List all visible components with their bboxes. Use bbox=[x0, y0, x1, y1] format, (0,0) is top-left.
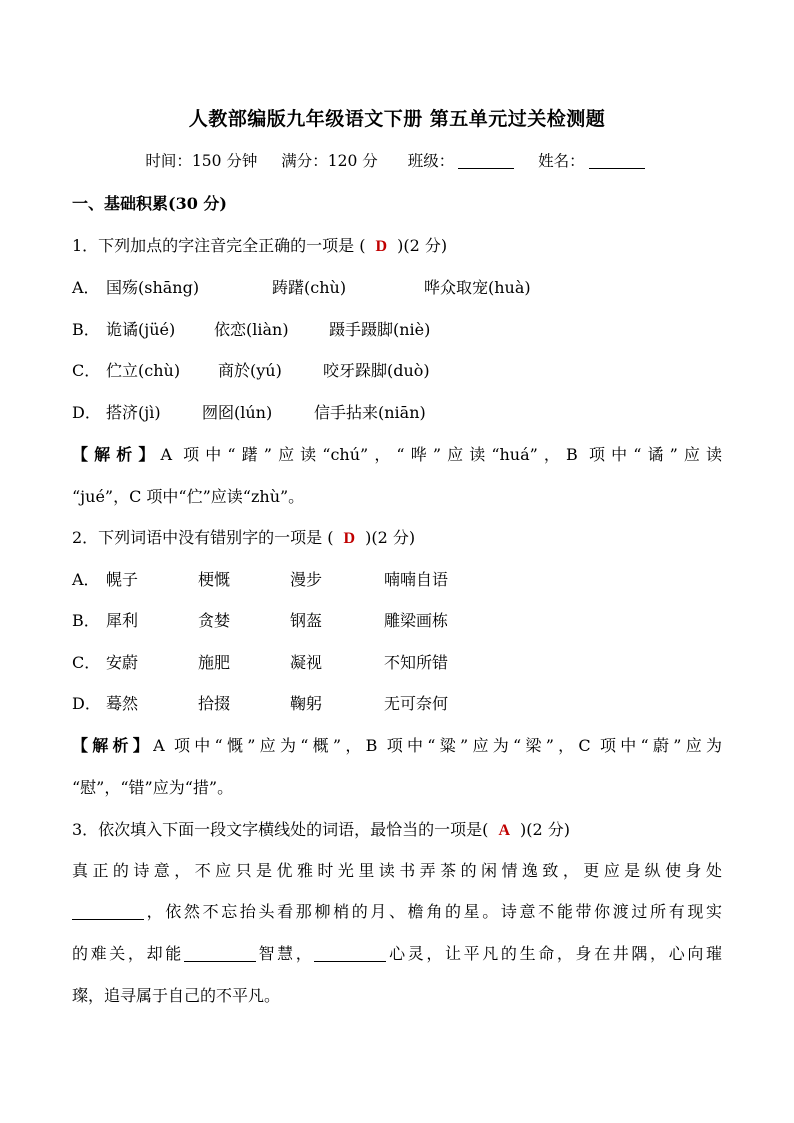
question-2-stem bbox=[72, 525, 415, 548]
question-2-option-a: A． 幌子 梗慨 漫步 喃喃自语 bbox=[72, 570, 449, 589]
question-2-option-b: B． 犀利 贪婪 钢盔 雕梁画栋 bbox=[72, 611, 449, 630]
question-1-answer: D bbox=[375, 238, 388, 255]
question-3-stem bbox=[72, 817, 570, 840]
section-heading: 一、基础积累(30 分) bbox=[72, 194, 227, 213]
score-label: 满分：120 分 bbox=[281, 152, 378, 170]
name-blank bbox=[589, 154, 645, 169]
question-2-option-d: D． 蓦然 拾掇 鞠躬 无可奈何 bbox=[72, 694, 449, 713]
question-3-text: 3．依次填入下面一段文字横线处的词语，最恰当的一项是( bbox=[72, 820, 489, 839]
class-label: 班级： bbox=[407, 152, 455, 170]
question-2-analysis-line-2: “慰”，“错”应为“措”。 bbox=[72, 778, 234, 797]
fill-blank-2[interactable] bbox=[184, 947, 256, 962]
question-2-analysis-line-1: 【解析】A 项中“慨”应为“概”，B 项中“粱”应为“梁”，C 项中“蔚”应为 bbox=[72, 736, 722, 755]
question-3-passage-line-2: ，依然不忘抬头看那柳梢的月、檐角的星。诗意不能带你渡过所有现实 bbox=[72, 899, 722, 922]
question-1-stem bbox=[72, 233, 447, 256]
question-1-text: 1．下列加点的字注音完全正确的一项是 ( bbox=[72, 236, 366, 255]
time-label: 时间：150 分钟 bbox=[145, 152, 258, 170]
question-1-option-a: A． 国殇(shāng) 踌躇(chù) 哗众取宠(huà) bbox=[72, 278, 531, 297]
question-2-text: 2．下列词语中没有错别字的一项是 ( bbox=[72, 528, 334, 547]
question-1-analysis-line-1: 【解析】A 项中“躇”应读“chú”，“哗”应读“huá”，B 项中“谲”应读 bbox=[72, 445, 722, 464]
question-1-option-d: D． 搭济(jì) 囫囵(lún) 信手拈来(niān) bbox=[72, 403, 426, 422]
question-3-answer: A bbox=[498, 822, 510, 839]
question-1-analysis-line-2: “jué”，C 项中“伫”应读“zhù”。 bbox=[72, 487, 305, 506]
class-blank bbox=[458, 154, 514, 169]
fill-blank-3[interactable] bbox=[314, 947, 386, 962]
fill-blank-1[interactable] bbox=[72, 905, 144, 920]
question-3-passage-line-4: 璨，追寻属于自己的不平凡。 bbox=[72, 986, 281, 1005]
question-2-answer: D bbox=[343, 530, 356, 547]
question-3-passage-line-3: 的难关，却能 智慧， 心灵，让平凡的生命，身在井隅，心向璀 bbox=[72, 944, 722, 963]
name-label: 姓名： bbox=[538, 152, 585, 170]
question-1-points: )(2 分) bbox=[397, 236, 448, 255]
page-title: 人教部编版九年级语文下册 第五单元过关检测题 bbox=[188, 108, 606, 130]
exam-info bbox=[0, 149, 794, 171]
question-2-option-c: C． 安蔚 施肥 凝视 不知所错 bbox=[72, 653, 449, 672]
question-1-option-c: C． 伫立(chù) 商於(yú) 咬牙跺脚(duò) bbox=[72, 361, 430, 380]
question-2-points: )(2 分) bbox=[365, 528, 416, 547]
question-3-passage-line-1: 真正的诗意，不应只是优雅时光里读书弄茶的闲情逸致，更应是纵使身处 bbox=[72, 861, 722, 880]
question-1-option-b: B． 诡谲(jüé) 依恋(liàn) 蹑手蹑脚(niè) bbox=[72, 320, 431, 339]
question-3-points: )(2 分) bbox=[520, 820, 570, 839]
